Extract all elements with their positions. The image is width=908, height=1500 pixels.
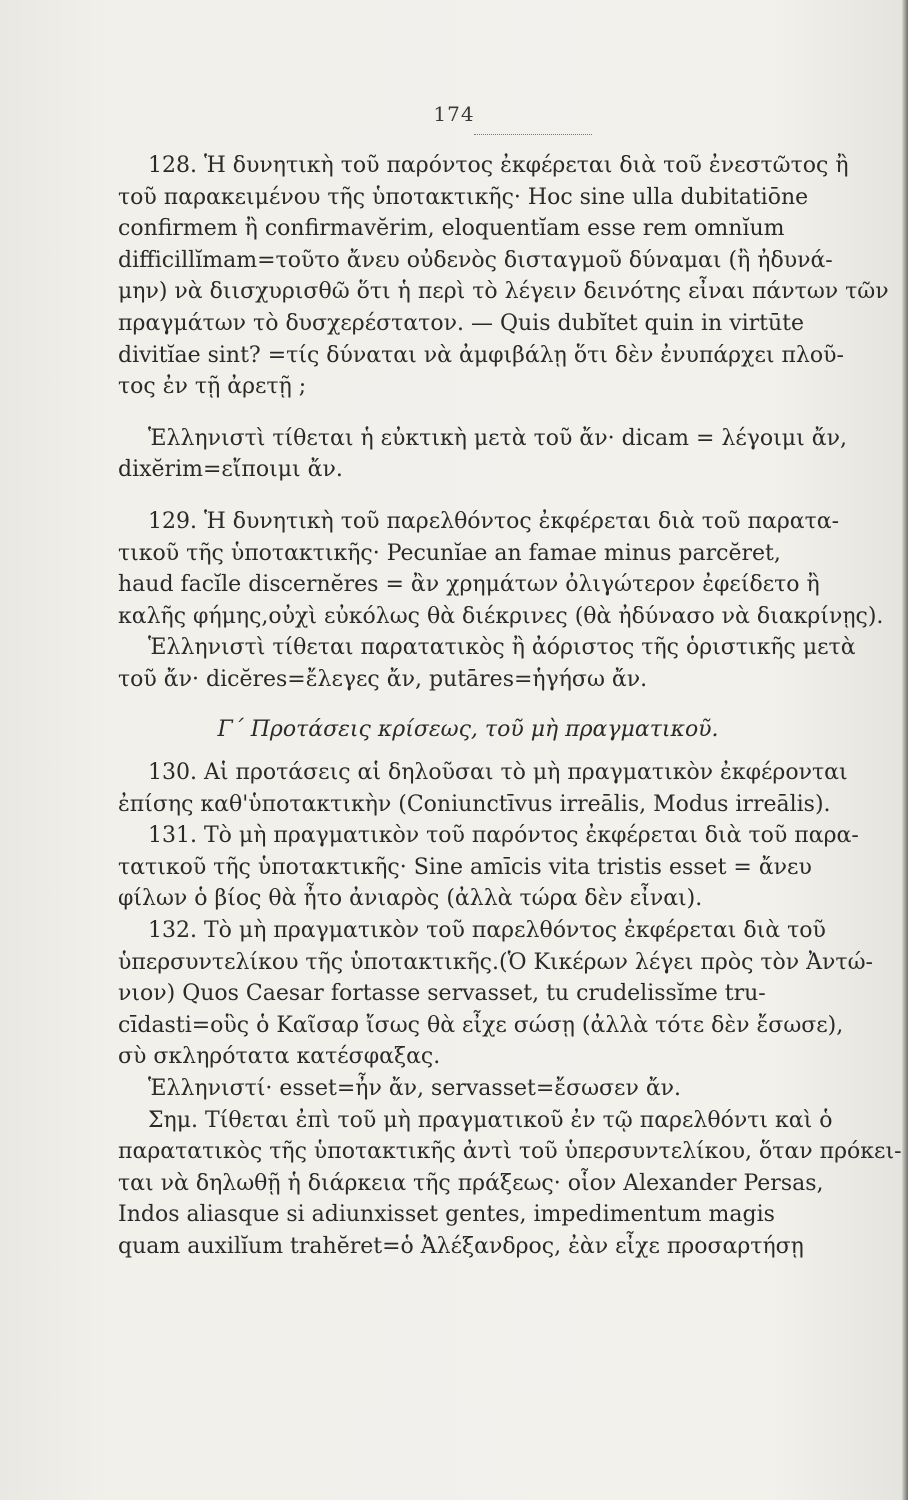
text-line: quam auxilĭum trahĕret=ὁ Ἀλέξανδρος, ἐὰν εἶχε προσαρτήσῃ <box>118 1234 804 1259</box>
text-line: σὺ σκληρότατα κατέσφαξας. <box>118 1044 441 1070</box>
text-line: cīdasti=οὓς ὁ Καῖσαρ ἴσως θὰ εἶχε σώσῃ (ἀλλὰ τότε δὲν ἔσωσε), <box>118 1012 844 1038</box>
text-line: Ἑλληνιστὶ τίθεται ἡ εὐκτικὴ μετὰ τοῦ ἄν· dicam = λέγοιμι ἄν, <box>148 425 847 451</box>
paragraph-128 <box>118 150 908 403</box>
text-line: 132. Τὸ μὴ πραγματικὸν τοῦ παρελθόντος ἐκφέρεται διὰ τοῦ <box>148 918 826 944</box>
paragraph-129 <box>118 506 908 696</box>
header-rule <box>474 134 592 135</box>
text-line: ὑπερσυντελίκου τῆς ὑποτακτικῆς.(Ὁ Κικέρων λέγει πρὸς τὸν Ἀντώ- <box>118 949 873 975</box>
text-line: φίλων ὁ βίος θὰ ἦτο ἀνιαρὸς (ἀλλὰ τώρα δὲν εἶναι). <box>118 886 703 912</box>
text-line: καλῆς φήμης,οὐχὶ εὐκόλως θὰ διέκρινες (θὰ ἠδύνασο νὰ διακρίνῃς). <box>118 603 884 629</box>
text-line: 130. Αἱ προτάσεις αἱ δηλοῦσαι τὸ μὴ πραγματικὸν ἐκφέρονται <box>148 760 848 786</box>
text-line: Ἑλληνιστί· esset=ἦν ἄν, servasset=ἔσωσεν ἄν. <box>148 1076 682 1102</box>
text-line: νιον) Quos Caesar fortasse servasset, tu crudelissĭme tru- <box>118 981 766 1007</box>
text-line: μην) νὰ διισχυρισθῶ ὅτι ἡ περὶ τὸ λέγειν δεινότης εἶναι πάντων τῶν <box>118 279 889 305</box>
text-line: haud facĭle discernĕres = ἂν χρημάτων ὀλιγώτερον ἐφείδετο ἢ <box>118 572 820 598</box>
section-heading: Γ΄ Προτάσεις κρίσεως, τοῦ μὴ πραγματικοῦ. <box>217 716 719 742</box>
text-line: τοῦ παρακειμένου τῆς ὑποτακτικῆς· Hoc sine ulla dubitatiōne <box>118 184 809 210</box>
text-line: Ἑλληνιστὶ τίθεται παρατατικὸς ἢ ἀόριστος τῆς ὁριστικῆς μετὰ <box>148 635 856 661</box>
paragraph-130-132 <box>118 757 908 1105</box>
text-line: confirmem ἢ confirmavĕrim, eloquentĭam esse rem omnĭum <box>118 216 785 242</box>
text-line: Indos aliasque si adiunxisset gentes, impedimentum magis <box>118 1202 775 1228</box>
text-line: 131. Τὸ μὴ πραγματικὸν τοῦ παρόντος ἐκφέρεται διὰ τοῦ παρα- <box>148 823 859 849</box>
text-line: Σημ. Τίθεται ἐπὶ τοῦ μὴ πραγματικοῦ ἐν τῷ παρελθόντι καὶ ὁ <box>148 1107 833 1133</box>
text-line: παρατατικὸς τῆς ὑποτακτικῆς ἀντὶ τοῦ ὑπερσυντελίκου, ὅταν πρόκει- <box>118 1139 902 1165</box>
text-line: πραγμάτων τὸ δυσχερέστατον. — Quis dubĭtet quin in virtūte <box>118 310 805 336</box>
text-line: divitĭae sint? =τίς δύναται νὰ ἀμφιβάλῃ ὅτι δὲν ἐνυπάρχει πλοῦ- <box>118 342 844 368</box>
text-line: 129. Ἡ δυνητικὴ τοῦ παρελθόντος ἐκφέρεται διὰ τοῦ παρατα- <box>148 508 840 534</box>
text-line: τατικοῦ τῆς ὑποτακτικῆς· Sine amīcis vita tristis esset = ἄνευ <box>118 854 812 880</box>
text-line: ται νὰ δηλωθῇ ἡ διάρκεια τῆς πράξεως· οἷον Alexander Persas, <box>118 1170 824 1196</box>
text-line: τοῦ ἄν· dicĕres=ἔλεγες ἄν, putāres=ἡγήσω ἄν. <box>118 666 648 692</box>
text-line: τος ἐν τῇ ἀρετῇ ; <box>118 374 307 400</box>
text-line: τικοῦ τῆς ὑποτακτικῆς· Pecunĭae an famae minus parcĕret, <box>118 540 781 566</box>
text-line: 128. Ἡ δυνητικὴ τοῦ παρόντος ἐκφέρεται διὰ τοῦ ἐνεστῶτος ἢ <box>148 153 849 178</box>
page-number: 174 <box>433 102 475 126</box>
paragraph-greek-note-1 <box>118 423 908 486</box>
paragraph-note <box>118 1105 908 1263</box>
text-line: difficillĭmam=τοῦτο ἄνευ οὐδενὸς δισταγμοῦ δύναμαι (ἢ ἠδυνά- <box>118 247 833 273</box>
text-line: dixĕrim=εἴποιμι ἄν. <box>118 457 343 483</box>
body-text <box>118 150 908 1263</box>
text-line: ἐπίσης καθ'ὑποτακτικὴν (Coniunctīvus irreālis, Modus irreālis). <box>118 791 831 817</box>
